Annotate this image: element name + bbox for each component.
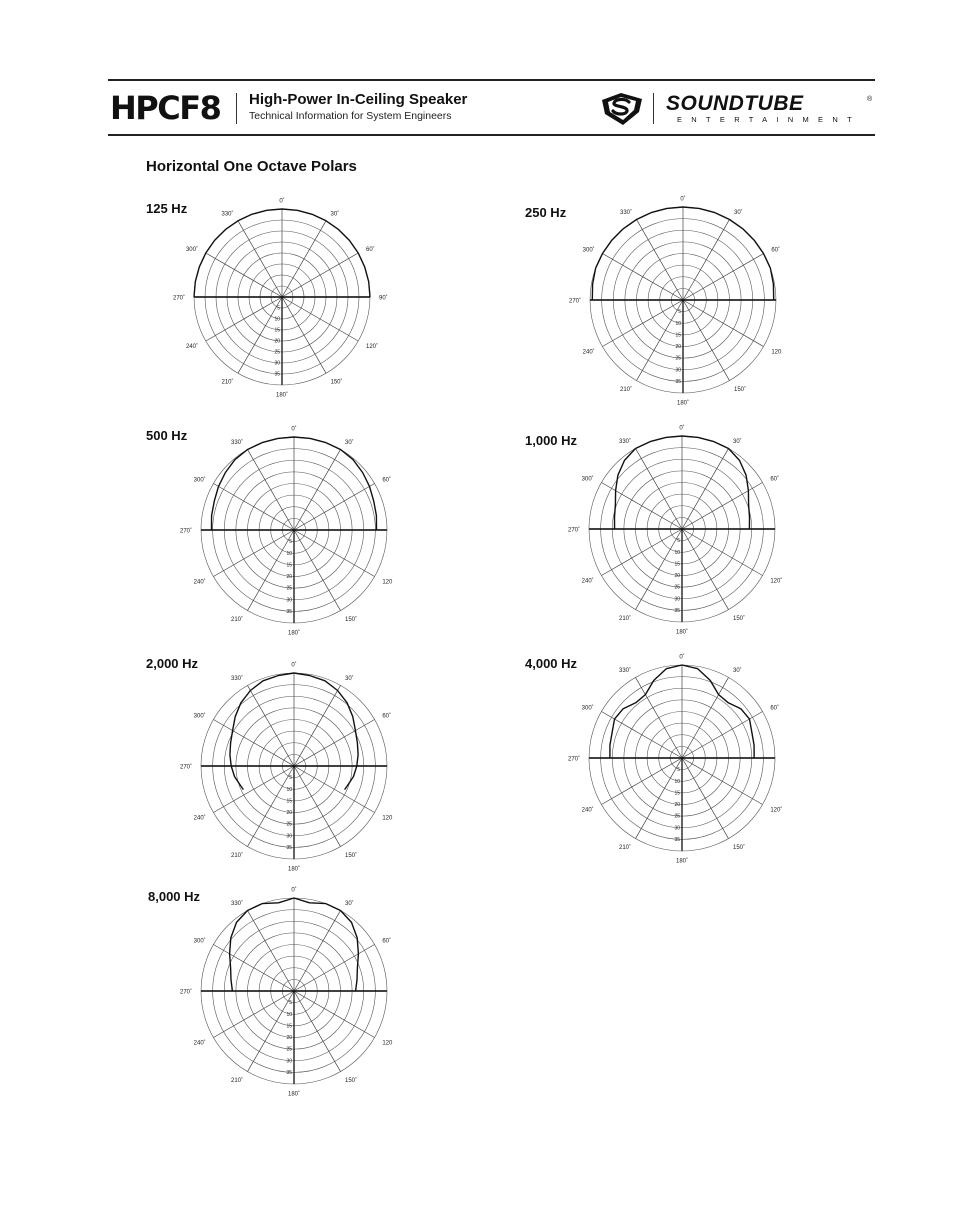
polar-angle-label: 0˚ [291, 887, 297, 894]
polar-radial-label: 10 [286, 1011, 292, 1018]
polar-angle-label: 210˚ [230, 852, 243, 859]
polar-radial-label: 5 [289, 1000, 292, 1007]
polar-radial-label: 30 [286, 597, 292, 604]
polar-radial-label: 5 [678, 309, 681, 316]
polar-angle-label: 30˚ [733, 439, 742, 446]
polar-angle-label: 210˚ [619, 386, 632, 393]
polar-radial-label: 35 [274, 371, 280, 378]
polar-radial-label: 5 [289, 539, 292, 546]
polar-angle-label: 240˚ [193, 579, 206, 586]
polar-radial-label: 25 [286, 821, 292, 828]
polar-angle-label: 270˚ [179, 764, 192, 771]
polar-grid-spoke [294, 910, 341, 991]
polar-radial-label: 20 [674, 802, 680, 808]
polar-angle-label: 30˚ [345, 676, 354, 683]
polar-title-125hz: 125 Hz [146, 201, 188, 216]
polar-angle-label: 270˚ [172, 295, 185, 302]
polar-angle-label: 120 [382, 815, 393, 822]
model-name: HPCF8 [110, 89, 221, 127]
polar-angle-label: 210˚ [221, 379, 234, 386]
polar-angle-label: 330˚ [619, 210, 632, 217]
polar-angle-label: 330˚ [230, 440, 243, 447]
polar-angle-label: 120˚ [770, 578, 783, 585]
polar-angle-label: 270˚ [179, 528, 192, 535]
polar-angle-label: 240˚ [193, 815, 206, 822]
polar-radial-label: 25 [286, 585, 292, 592]
polar-angle-label: 0˚ [279, 198, 285, 205]
polar-angle-label: 60˚ [770, 705, 780, 712]
polar-angle-label: 150˚ [330, 379, 343, 386]
polar-angle-label: 240˚ [582, 349, 595, 356]
polar-radial-label: 20 [274, 338, 280, 345]
polar-angle-label: 300˚ [193, 938, 206, 945]
polar-angle-label: 300˚ [185, 247, 198, 253]
polar-angle-label: 60˚ [382, 477, 392, 484]
polar-radial-label: 10 [274, 316, 280, 323]
polar-title-8000hz: 8,000 Hz [148, 889, 201, 904]
polar-angle-label: 60˚ [770, 476, 780, 483]
polar-angle-label: 240˚ [185, 344, 198, 350]
polar-radial-label: 5 [289, 775, 292, 782]
polar-radial-label: 5 [677, 538, 680, 545]
polar-radial-label: 15 [286, 798, 292, 805]
polar-title-2000hz: 2,000 Hz [146, 656, 199, 671]
polar-angle-label: 300˚ [581, 476, 594, 483]
polar-grid-spoke [248, 910, 295, 991]
polar-angle-label: 180˚ [287, 630, 301, 637]
polar-radial-label: 10 [286, 786, 292, 793]
polar-angle-label: 300˚ [581, 705, 594, 712]
polar-radial-label: 20 [674, 573, 680, 579]
polar-radial-label: 30 [286, 1058, 292, 1065]
polar-angle-label: 0˚ [291, 426, 297, 433]
polar-angle-label: 150˚ [733, 615, 746, 622]
polar-radial-label: 35 [674, 607, 680, 614]
polar-angle-label: 210˚ [230, 616, 243, 623]
polar-radial-label: 25 [274, 349, 280, 356]
polar-angle-label: 150˚ [345, 616, 358, 623]
polar-angle-label: 150˚ [734, 386, 747, 393]
polar-radial-label: 20 [286, 810, 292, 816]
product-subtitle: Technical Information for System Engineers [249, 110, 452, 122]
polar-radial-label: 15 [675, 332, 681, 339]
polar-angle-label: 180˚ [275, 392, 289, 399]
polar-angle-label: 0˚ [291, 662, 297, 669]
polar-radial-label: 15 [286, 562, 292, 569]
polar-radial-label: 25 [674, 813, 680, 820]
polar-radial-label: 35 [286, 1069, 292, 1076]
polar-title-1000hz: 1,000 Hz [525, 433, 578, 448]
polar-radial-label: 15 [674, 561, 680, 568]
polar-radial-label: 25 [675, 355, 681, 362]
polar-angle-label: 30˚ [330, 211, 340, 218]
polar-angle-label: 120 [771, 349, 782, 356]
polar-radial-label: 20 [675, 344, 681, 350]
polar-angle-label: 300˚ [582, 247, 595, 254]
polar-radial-label: 25 [286, 1046, 292, 1053]
section-title: Horizontal One Octave Polars [146, 158, 357, 175]
polar-radial-label: 20 [286, 574, 292, 580]
polar-angle-label: 300˚ [193, 477, 206, 484]
polar-angle-label: 30˚ [345, 901, 354, 908]
polar-angle-label: 330˚ [230, 901, 243, 908]
polar-angle-label: 180˚ [287, 1091, 301, 1098]
polar-radial-label: 30 [274, 360, 280, 367]
polar-angle-label: 330˚ [230, 676, 243, 683]
polar-grid-spoke [294, 991, 375, 1038]
polar-angle-label: 30˚ [733, 668, 742, 675]
polar-angle-label: 90˚ [379, 295, 388, 302]
polar-angle-label: 240˚ [581, 807, 594, 814]
polar-grid-spoke [213, 991, 294, 1038]
polar-radial-label: 15 [674, 790, 680, 797]
polar-angle-label: 120 [382, 1040, 393, 1047]
polar-title-250hz: 250 Hz [525, 205, 567, 220]
polar-radial-label: 20 [286, 1035, 292, 1041]
product-title: High-Power In-Ceiling Speaker [249, 91, 468, 108]
polar-title-4000hz: 4,000 Hz [525, 656, 578, 671]
polar-angle-label: 180˚ [675, 629, 689, 636]
polar-angle-label: 0˚ [679, 654, 685, 661]
polar-angle-label: 210˚ [230, 1077, 243, 1084]
polar-angle-label: 0˚ [680, 196, 686, 203]
polar-radial-label: 30 [674, 825, 680, 832]
polar-radial-label: 30 [675, 367, 681, 374]
polar-angle-label: 270˚ [567, 756, 580, 763]
polar-radial-label: 10 [674, 549, 680, 556]
polar-angle-label: 270˚ [567, 527, 580, 534]
polar-radial-label: 35 [674, 836, 680, 843]
polar-radial-label: 35 [286, 608, 292, 615]
brand-name: SOUNDTUBE [666, 92, 804, 115]
polar-angle-label: 120˚ [770, 807, 783, 814]
polar-angle-label: 120 [382, 579, 393, 586]
polar-angle-label: 120˚ [366, 344, 379, 350]
polar-grid-spoke [294, 945, 375, 992]
polar-angle-label: 330˚ [618, 439, 631, 446]
polar-radial-label: 25 [674, 584, 680, 591]
polar-radial-label: 10 [675, 320, 681, 327]
polar-radial-label: 30 [674, 596, 680, 603]
polar-radial-label: 10 [674, 778, 680, 785]
polar-angle-label: 210˚ [618, 844, 631, 851]
polar-radial-label: 5 [677, 767, 680, 774]
polar-grid-spoke [294, 991, 341, 1072]
polar-grid-spoke [213, 945, 294, 992]
polar-angle-label: 270˚ [568, 298, 581, 305]
polar-radial-label: 15 [274, 327, 280, 334]
polar-radial-label: 5 [277, 305, 280, 312]
polar-angle-label: 210˚ [618, 615, 631, 622]
polar-radial-label: 35 [286, 844, 292, 851]
polar-angle-label: 30˚ [345, 440, 354, 447]
polar-angle-label: 240˚ [193, 1040, 206, 1047]
polar-angle-label: 150˚ [733, 844, 746, 851]
polar-angle-label: 300˚ [193, 713, 206, 720]
polar-angle-label: 330˚ [618, 668, 631, 675]
polar-angle-label: 180˚ [675, 858, 689, 865]
brand-registered-mark: ® [867, 96, 873, 103]
polar-radial-label: 15 [286, 1023, 292, 1030]
polar-angle-label: 60˚ [382, 938, 392, 945]
polar-angle-label: 60˚ [771, 247, 781, 254]
polar-angle-label: 270˚ [179, 989, 192, 996]
polar-radial-label: 35 [675, 378, 681, 385]
polar-angle-label: 0˚ [679, 425, 685, 432]
polar-radial-label: 30 [286, 833, 292, 840]
polar-angle-label: 30˚ [734, 210, 743, 217]
brand-subtitle: ENTERTAINMENT [677, 115, 861, 124]
polar-angle-label: 180˚ [676, 400, 690, 407]
polar-angle-label: 180˚ [287, 866, 301, 873]
polar-title-500hz: 500 Hz [146, 428, 188, 443]
polar-angle-label: 330˚ [221, 211, 234, 218]
polar-angle-label: 150˚ [345, 852, 358, 859]
polar-angle-label: 150˚ [345, 1077, 358, 1084]
polar-angle-label: 60˚ [366, 247, 375, 253]
polar-angle-label: 60˚ [382, 713, 392, 720]
polar-angle-label: 240˚ [581, 578, 594, 585]
polar-radial-label: 10 [286, 550, 292, 557]
